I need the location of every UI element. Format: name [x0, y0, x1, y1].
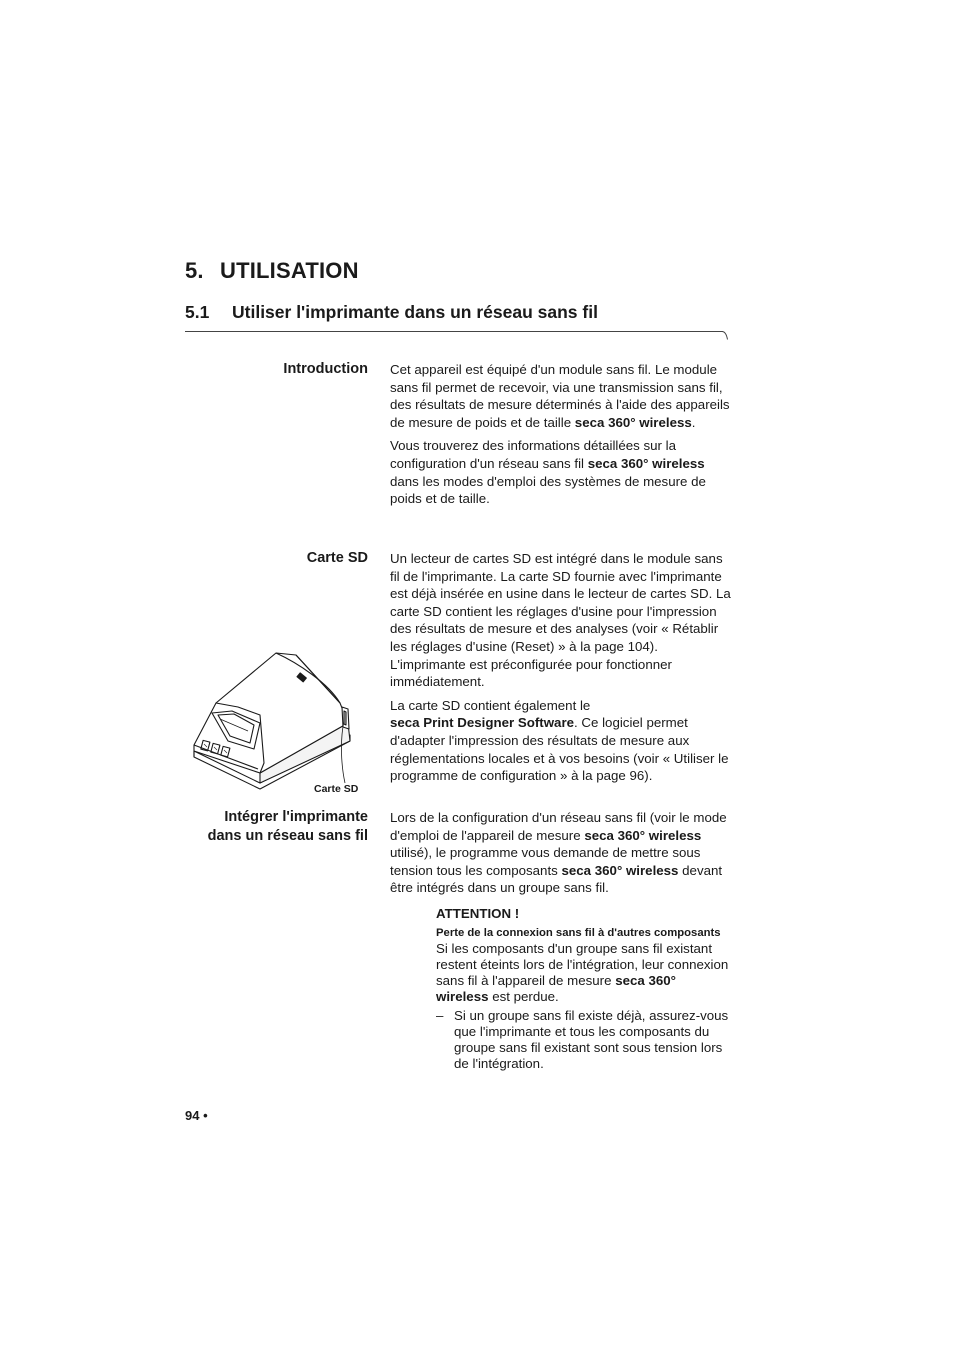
- intro-paragraph-1: [390, 361, 732, 431]
- integrate-text-1: Lors de la configuration d'un réseau sans fil (voir le mode d'emploi de l'appareil de mesure: [390, 810, 727, 843]
- chapter-number: 5.: [185, 258, 204, 283]
- attention-text-body: Si les composants d'un groupe sans fil existant restent éteints lors de l'intégration, leur connexion sans fil à l'appareil de mesure: [436, 941, 729, 988]
- sd-p2-product: seca Print Designer Software: [390, 715, 575, 731]
- attention-subtitle: Perte de la connexion sans fil à d'autres composants: [436, 927, 721, 939]
- section-divider: [185, 331, 723, 332]
- section-number: 5.1: [185, 302, 210, 322]
- sd-p2-line1: La carte SD contient également le: [390, 697, 591, 713]
- integrate-paragraph: [390, 809, 732, 897]
- integrate-text-2: utilisé), le programme vous demande de mettre sous tension tous les composants: [390, 845, 701, 878]
- page-number: 94: [185, 1108, 200, 1123]
- intro-p2-product: seca 360° wireless: [587, 455, 705, 471]
- sidebar-heading-integrate: [208, 808, 368, 846]
- chapter-title: [185, 258, 359, 284]
- sd-paragraph-2: [390, 697, 732, 785]
- attention-text-end: est perdue.: [488, 989, 559, 1004]
- attention-list-item: [436, 1008, 732, 1072]
- sd-p2-end: . Ce logiciel permet d'adapter l'impression des résultats de mesure aux réglementations locales et à vos besoins (voir « Utiliser le programme de configuration » à la page 96).: [390, 715, 729, 784]
- section-title: [185, 302, 598, 323]
- intro-p1-text: Cet appareil est équipé d'un module sans fil. Le module sans fil permet de recevoir, via une transmission sans fil, des résultats de mesure déterminés à l'aide des appareils de mesure de poids et de taille: [390, 362, 730, 430]
- sidebar-heading-sd-card: Carte SD: [306, 550, 368, 566]
- integrate-product-1: seca 360° wireless: [584, 827, 702, 843]
- integrate-text-3: devant être intégrés dans un groupe sans fil.: [390, 862, 723, 896]
- intro-p2-text: Vous trouverez des informations détaillées sur la configuration d'un réseau sans fil: [390, 438, 677, 471]
- intro-p2-end: dans les modes d'emploi des systèmes de mesure de poids et de taille.: [390, 473, 706, 507]
- list-dash: –: [436, 1008, 444, 1023]
- sidebar-heading-introduction: Introduction: [283, 361, 368, 377]
- printer-illustration: [188, 645, 366, 790]
- intro-body: [390, 361, 732, 508]
- sidebar-heading-integrate-line1: Intégrer l'imprimante: [224, 809, 368, 825]
- figure-caption-sd-card: Carte SD: [314, 783, 359, 795]
- divider-hook: [722, 331, 728, 340]
- sd-body: [390, 550, 732, 785]
- intro-paragraph-2: [390, 437, 732, 507]
- attention-notice: [436, 906, 732, 1072]
- sd-paragraph-1: Un lecteur de cartes SD est intégré dans le module sans fil de l'imprimante. La carte SD fournie avec l'imprimante est déjà insérée en usine dans le lecteur de cartes SD. La carte SD contient les réglages d'usine pour l'impression des résultats de mesure et des analyses (voir « Rétablir les réglages d'usine (Reset) » à la page 104). L'imprimante est préconfigurée pour fonctionner immédiatement.: [390, 551, 731, 690]
- page-footer: [185, 1108, 208, 1123]
- sidebar-heading-integrate-line2: dans un réseau sans fil: [207, 828, 368, 844]
- intro-p1-end: .: [691, 414, 696, 430]
- section-title-text: Utiliser l'imprimante dans un réseau sans fil: [232, 302, 598, 322]
- integrate-product-2: seca 360° wireless: [561, 862, 679, 878]
- integrate-body: [390, 809, 732, 897]
- attention-text: [436, 941, 732, 1005]
- attention-title: ATTENTION !: [436, 906, 520, 921]
- chapter-title-text: UTILISATION: [220, 258, 359, 283]
- attention-list-text: Si un groupe sans fil existe déjà, assurez-vous que l'imprimante et tous les composants du groupe sans fil existant sont sous tension lors de l'intégration.: [454, 1008, 729, 1071]
- footer-bullet: •: [203, 1108, 208, 1123]
- intro-p1-product: seca 360° wireless: [574, 414, 692, 430]
- attention-product: seca 360° wireless: [436, 973, 676, 1004]
